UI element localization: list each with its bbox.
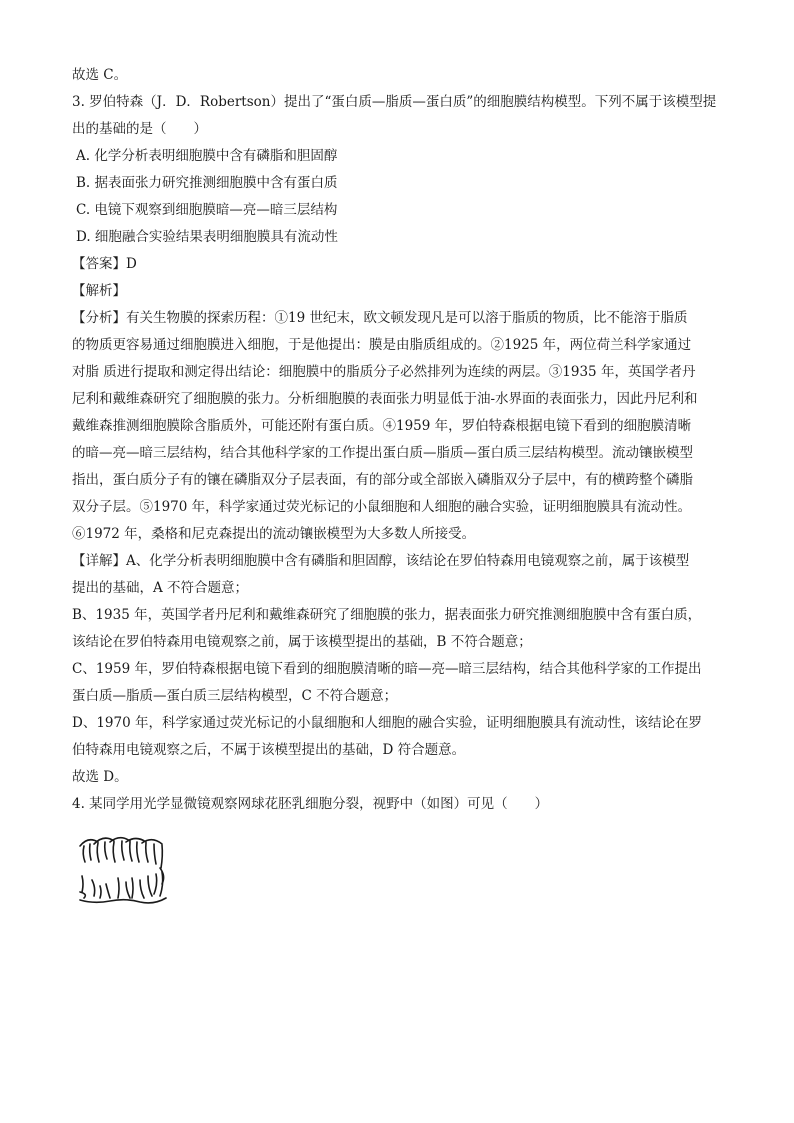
detail-line: 【详解】A、化学分析表明细胞膜中含有磷脂和胆固醇，该结论在罗伯特森用电镜观察之前，属于该模型 bbox=[72, 553, 690, 569]
option-d: D. 细胞融合实验结果表明细胞膜具有流动性 bbox=[76, 229, 338, 245]
analysis-line: 【分析】有关生物膜的探索历程：①19 世纪末，欧文顿发现凡是可以溶于脂质的物质，比不能溶于脂质 bbox=[72, 310, 688, 326]
analysis-line: 的物质更容易通过细胞膜进入细胞，于是他提出：膜是由脂质组成的。②1925 年，两位荷兰科学家通过 bbox=[72, 337, 692, 353]
detail-line: 该结论在罗伯特森用电镜观察之前，属于该模型提出的基础，B 不符合题意； bbox=[72, 634, 532, 650]
analysis-line: 戴维森推测细胞膜除含脂质外，可能还附有蛋白质。④1959 年，罗伯特森根据电镜下看到的细胞膜清晰 bbox=[72, 418, 692, 434]
microscope-cell-division-sketch-icon bbox=[74, 832, 174, 908]
analysis-line: 指出，蛋白质分子有的镶在磷脂双分子层表面，有的部分或全部嵌入磷脂双分子层中，有的横跨整个磷脂 bbox=[72, 472, 693, 488]
detail-line: 提出的基础，A 不符合题意； bbox=[72, 580, 249, 596]
analysis-line: 的暗—亮—暗三层结构，结合其他科学家的工作提出蛋白质—脂质—蛋白质三层结构模型。流动镶嵌模型 bbox=[72, 445, 693, 461]
question-4-stem: 4. 某同学用光学显微镜观察网球花胚乳细胞分裂，视野中（如图）可见（ ） bbox=[72, 796, 549, 812]
option-b: B. 据表面张力研究推测细胞膜中含有蛋白质 bbox=[76, 175, 338, 191]
detail-line: 伯特森用电镜观察之后，不属于该模型提出的基础，D 符合题意。 bbox=[72, 742, 466, 758]
answer-label: 【答案】D bbox=[72, 256, 137, 272]
question-3-stem-cont: 出的基础的是（ ） bbox=[72, 121, 207, 137]
document-body bbox=[72, 62, 724, 908]
option-c: C. 电镜下观察到细胞膜暗—亮—暗三层结构 bbox=[76, 202, 338, 218]
analysis-line: 尼利和戴维森研究了细胞膜的张力。分析细胞膜的表面张力明显低于油-水界面的表面张力，因此丹尼利和 bbox=[72, 391, 698, 407]
analysis-line: 双分子层。⑤1970 年，科学家通过荧光标记的小鼠细胞和人细胞的融合实验，证明细胞膜具有流动性。 bbox=[72, 499, 692, 515]
analysis-line: 对脂 质进行提取和测定得出结论：细胞膜中的脂质分子必然排列为连续的两层。③1935 年，英国学者丹 bbox=[72, 364, 696, 380]
detail-line: D、1970 年，科学家通过荧光标记的小鼠细胞和人细胞的融合实验，证明细胞膜具有流动性，该结论在罗 bbox=[72, 715, 702, 731]
text-line: 故选 D。 bbox=[72, 769, 128, 785]
question-3-stem: 3. 罗伯特森（J．D．Robertson）提出了“蛋白质—脂质—蛋白质”的细胞膜结构模型。下列不属于该模型提 bbox=[72, 94, 717, 110]
text-line: 故选 C。 bbox=[72, 67, 128, 83]
option-a: A. 化学分析表明细胞膜中含有磷脂和胆固醇 bbox=[76, 148, 338, 164]
detail-line: C、1959 年，罗伯特森根据电镜下看到的细胞膜清晰的暗—亮—暗三层结构，结合其他科学家的工作提出 bbox=[72, 661, 702, 677]
detail-line: 蛋白质—脂质—蛋白质三层结构模型，C 不符合题意； bbox=[72, 688, 398, 704]
detail-line: B、1935 年，英国学者丹尼利和戴维森研究了细胞膜的张力，据表面张力研究推测细胞膜中含有蛋白质， bbox=[72, 607, 702, 623]
analysis-heading: 【解析】 bbox=[72, 283, 126, 299]
analysis-line: ⑥1972 年，桑格和尼克森提出的流动镶嵌模型为大多数人所接受。 bbox=[72, 526, 476, 542]
